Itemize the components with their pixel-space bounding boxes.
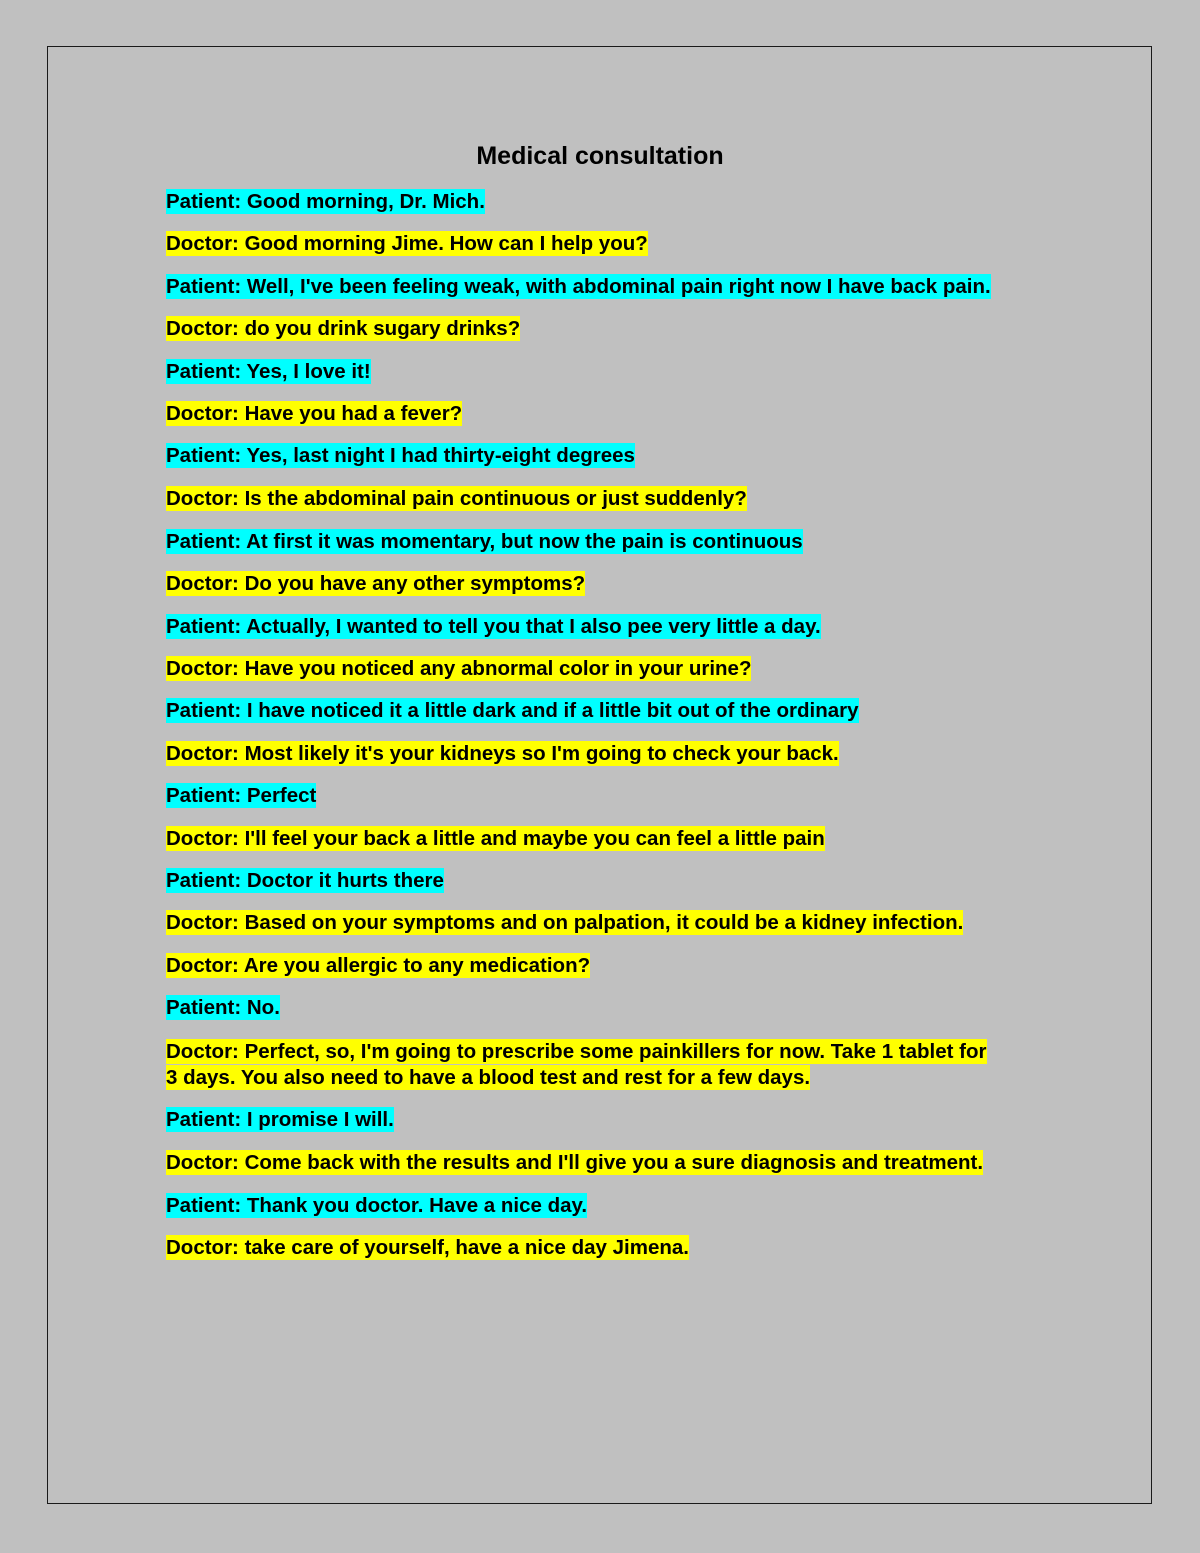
dialogue-line-patient — [166, 1107, 394, 1133]
dialogue-line-text: Doctor: Perfect, so, I'm going to prescribe some painkillers for now. Take 1 tablet for 3 days. You also need to have a blood test and rest for a few days. — [166, 1040, 987, 1089]
dialogue-line-text: Doctor: Most likely it's your kidneys so I'm going to check your back. — [166, 742, 839, 765]
dialogue-line-doctor — [166, 401, 462, 427]
dialogue-line-doctor — [166, 1039, 987, 1091]
dialogue-line-text: Doctor: do you drink sugary drinks? — [166, 317, 521, 340]
dialogue-line-patient — [166, 614, 821, 640]
dialogue-line-patient — [166, 529, 803, 555]
dialogue-line-text: Patient: Doctor it hurts there — [166, 869, 444, 892]
dialogue-line-text: Doctor: Is the abdominal pain continuous or just suddenly? — [166, 487, 747, 510]
dialogue-line-text: Patient: Perfect — [166, 784, 317, 807]
dialogue-line-doctor — [166, 316, 520, 342]
dialogue-line-text: Patient: Well, I've been feeling weak, with abdominal pain right now I have back pain. — [166, 275, 991, 298]
dialogue-line-patient — [166, 189, 485, 215]
dialogue-line-text: Patient: Thank you doctor. Have a nice day. — [166, 1194, 588, 1217]
dialogue-line-patient — [166, 698, 859, 724]
dialogue-line-doctor — [166, 486, 747, 512]
dialogue-line-text: Doctor: take care of yourself, have a nice day Jimena. — [166, 1236, 689, 1259]
dialogue-line-patient — [166, 274, 991, 300]
dialogue-line-doctor — [166, 231, 648, 257]
dialogue-line-text: Doctor: Based on your symptoms and on palpation, it could be a kidney infection. — [166, 911, 964, 934]
dialogue-line-text: Doctor: Are you allergic to any medication? — [166, 954, 591, 977]
document-title: Medical consultation — [476, 142, 724, 170]
dialogue-line-text: Patient: I promise I will. — [166, 1108, 394, 1131]
dialogue-line-doctor — [166, 1235, 689, 1261]
dialogue-line-doctor — [166, 1150, 983, 1176]
dialogue-line-text: Doctor: Do you have any other symptoms? — [166, 572, 586, 595]
dialogue-line-doctor — [166, 741, 839, 767]
dialogue-line-doctor — [166, 656, 751, 682]
page-border — [47, 46, 1152, 1504]
dialogue-line-patient — [166, 995, 280, 1021]
dialogue-line-patient — [166, 868, 444, 894]
dialogue-line-text: Patient: At first it was momentary, but now the pain is continuous — [166, 530, 803, 553]
dialogue-line-patient — [166, 443, 635, 469]
dialogue-line-text: Doctor: Have you had a fever? — [166, 402, 463, 425]
dialogue-line-patient — [166, 783, 316, 809]
dialogue-line-doctor — [166, 571, 585, 597]
dialogue-line-doctor — [166, 953, 590, 979]
dialogue-line-text: Patient: Good morning, Dr. Mich. — [166, 190, 485, 213]
dialogue-line-text: Patient: Yes, I love it! — [166, 360, 371, 383]
dialogue-line-text: Patient: Yes, last night I had thirty-eight degrees — [166, 444, 635, 467]
dialogue-line-text: Doctor: Have you noticed any abnormal color in your urine? — [166, 657, 752, 680]
dialogue-line-text: Patient: No. — [166, 996, 280, 1019]
dialogue-line-text: Patient: I have noticed it a little dark and if a little bit out of the ordinary — [166, 699, 859, 722]
dialogue-line-text: Doctor: I'll feel your back a little and maybe you can feel a little pain — [166, 827, 825, 850]
dialogue-line-doctor — [166, 826, 825, 852]
dialogue-line-text: Doctor: Come back with the results and I'll give you a sure diagnosis and treatment. — [166, 1151, 984, 1174]
dialogue-line-text: Doctor: Good morning Jime. How can I help you? — [166, 232, 648, 255]
dialogue-line-patient — [166, 359, 371, 385]
dialogue-line-patient — [166, 1193, 587, 1219]
dialogue-line-doctor — [166, 910, 963, 936]
dialogue-line-text: Patient: Actually, I wanted to tell you that I also pee very little a day. — [166, 615, 821, 638]
